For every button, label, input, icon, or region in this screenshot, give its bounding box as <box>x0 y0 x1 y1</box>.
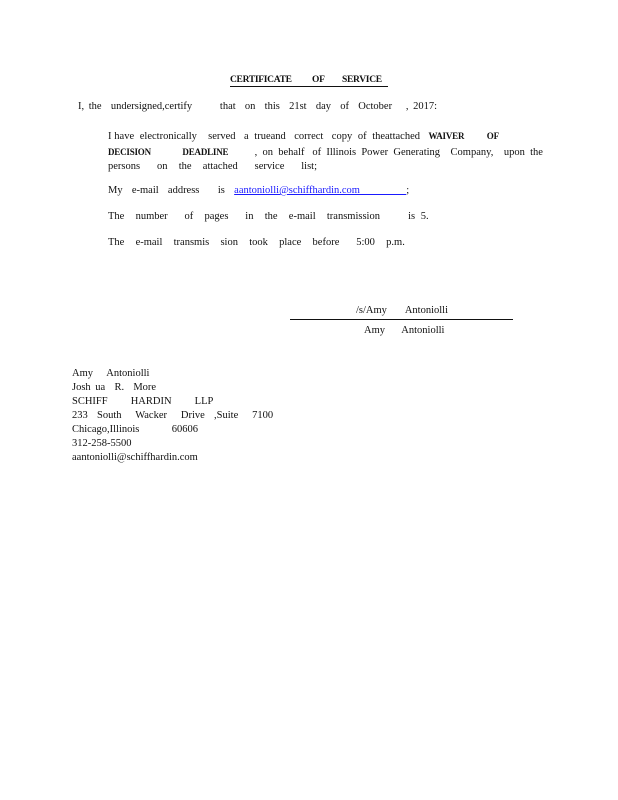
waiver-of-label: OF <box>486 131 499 141</box>
decision-label: DECISION <box>108 146 151 157</box>
address-firm: SCHIFF HARDIN LLP <box>72 396 214 407</box>
email-statement-prefix: My e-mail address is <box>108 185 225 196</box>
document-title <box>230 75 388 87</box>
deadline-label: DEADLINE <box>182 146 229 157</box>
title-word-certificate: CERTIFICATE <box>230 75 292 85</box>
service-line1-text: I have electronically served a trueand correct copy of theattached <box>108 131 420 142</box>
signer-name: Amy Antoniolli <box>364 325 445 336</box>
service-paragraph-line-3: persons on the attached service list; <box>108 161 317 172</box>
address-email: aantoniolli@schiffhardin.com <box>72 452 198 463</box>
title-word-of: OF <box>312 75 325 85</box>
address-street: 233 South Wacker Drive ,Suite 7100 <box>72 410 274 421</box>
signature-text: /s/Amy Antoniolli <box>356 305 449 316</box>
email-link-underline-tail <box>360 185 406 196</box>
pages-statement: The number of pages in the e-mail transmission is 5. <box>108 211 429 222</box>
title-word-service: SERVICE <box>342 75 382 85</box>
email-statement-suffix: ; <box>406 185 410 196</box>
service-line2-text: , on behalf of Illinois Power Generating Company, upon the <box>254 146 543 158</box>
address-associate: Josh ua R. More <box>72 382 157 393</box>
address-name: Amy Antoniolli <box>72 368 150 379</box>
email-link[interactable]: aantoniolli@schiffhardin.com <box>234 185 360 196</box>
signature-line <box>290 319 513 320</box>
intro-statement: I, the undersigned,certify that on this 21st day of October , 2017: <box>78 101 438 112</box>
waiver-label: WAIVER <box>428 131 465 141</box>
address-phone: 312-258-5500 <box>72 438 132 449</box>
service-paragraph <box>108 129 543 175</box>
email-statement <box>108 185 409 196</box>
address-block <box>72 367 273 465</box>
time-statement: The e-mail transmis sion took place before 5:00 p.m. <box>108 237 405 248</box>
service-paragraph-line-1 <box>108 129 524 145</box>
service-paragraph-line-2 <box>108 145 543 161</box>
address-city: Chicago,Illinois 60606 <box>72 424 198 435</box>
